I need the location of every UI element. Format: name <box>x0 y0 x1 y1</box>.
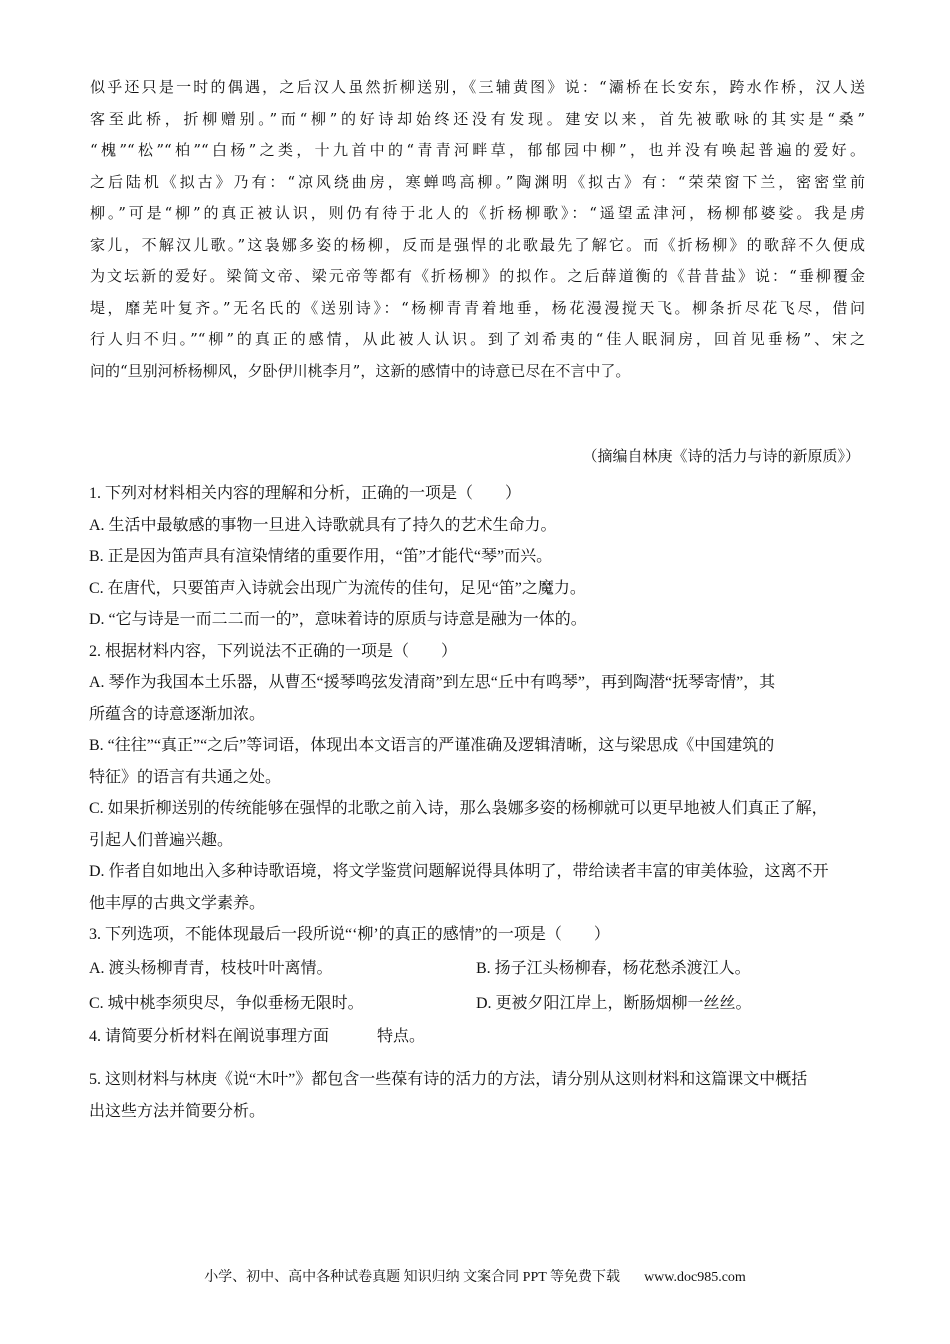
passage-line: “槐”“松”“柏”“白杨”之类，十九首中的“青青河畔草，郁郁园中柳”，也并没有唤起普遍的爱好。 <box>90 141 865 159</box>
questions-section <box>89 478 864 1127</box>
page-footer <box>0 1266 950 1286</box>
question-1-option-c: C. 在唐代，只要笛声入诗就会出现广为流传的佳句，足见“笛”之魔力。 <box>89 579 586 597</box>
question-2-option-b: B. “往往”“真正”“之后”等词语，体现出本文语言的严谨准确及逻辑清晰，这与梁思成《中国建筑的 <box>89 737 775 754</box>
question-5-cont: 出这些方法并简要分析。 <box>89 1102 266 1120</box>
question-2-option-a-cont: 所蕴含的诗意逐渐加浓。 <box>89 705 266 723</box>
passage-line: 柳。”可是“柳”的真正被认识，则仍有待于北人的《折杨柳歌》：“遥望孟津河，杨柳郁婆娑。我是虏 <box>90 204 865 222</box>
passage-line: 问的“旦别河桥杨柳风，夕卧伊川桃李月”，这新的感情中的诗意已尽在不言中了。 <box>90 361 631 380</box>
passage-line: 似乎还只是一时的偶遇，之后汉人虽然折柳送别，《三辅黄图》说：“灞桥在长安东，跨水作桥，汉人送 <box>90 78 865 96</box>
passage-line: 之后陆机《拟古》乃有：“凉风绕曲房，寒蝉鸣高柳。”陶渊明《拟古》有：“荣荣窗下兰，密密堂前 <box>90 172 865 191</box>
footer-url[interactable]: www.doc985.com <box>644 1270 746 1285</box>
passage-line: 行人归不归。”“柳”的真正的感情，从此被人认识。到了刘希夷的“佳人眠洞房，回首见垂杨”、宋之 <box>90 330 865 348</box>
footer-text: 小学、初中、高中各种试卷真题 知识归纳 文案合同 PPT 等免费下载 <box>204 1270 621 1285</box>
question-5: 5. 这则材料与林庚《说“木叶”》都包含一些葆有诗的活力的方法，请分别从这则材料和这篇课文中概括 <box>89 1071 808 1088</box>
question-3-option-b: B. 扬子江头杨柳春，杨花愁杀渡江人。 <box>476 959 751 977</box>
question-2-option-a: A. 琴作为我国本土乐器，从曹丕“援琴鸣弦发清商”到左思“丘中有鸣琴”，再到陶潜“抚琴寄情”，其 <box>89 674 776 691</box>
question-2-stem: 2. 根据材料内容，下列说法不正确的一项是（ ） <box>89 642 458 660</box>
question-1-option-d: D. “它与诗是一而二二而一的”，意味着诗的原质与诗意是融为一体的。 <box>89 611 587 628</box>
question-4: 4. 请简要分析材料在阐说事理方面 特点。 <box>89 1027 426 1045</box>
passage-line: 堤，靡芜叶复齐。”无名氏的《送别诗》：“杨柳青青着地垂，杨花漫漫搅天飞。柳条折尽花飞尽，借问 <box>90 298 865 317</box>
question-2-option-c-cont: 引起人们普遍兴趣。 <box>89 831 234 849</box>
question-2-option-d-cont: 他丰厚的古典文学素养。 <box>89 894 266 912</box>
question-1-option-a: A. 生活中最敏感的事物一旦进入诗歌就具有了持久的艺术生命力。 <box>89 516 557 534</box>
passage-line: 为文坛新的爱好。梁简文帝、梁元帝等都有《折杨柳》的拟作。之后薛道衡的《昔昔盐》说：“垂柳覆金 <box>90 267 865 285</box>
passage-line: 客至此桥，折柳赠别。”而“柳”的好诗却始终还没有发现。建安以来，首先被歌咏的其实是“桑” <box>90 109 865 128</box>
question-3-option-c: C. 城中桃李须臾尽，争似垂杨无限时。 <box>89 994 364 1012</box>
source-citation: （摘编自林庚《诗的活力与诗的新原质》） <box>582 447 860 465</box>
passage-line: 家儿，不解汉儿歌。”这袅娜多姿的杨柳，反而是强悍的北歌最先了解它。而《折杨柳》的歌辞不久便成 <box>90 235 865 254</box>
question-2-option-c: C. 如果折柳送别的传统能够在强悍的北歌之前入诗，那么袅娜多姿的杨柳就可以更早地被人们真正了解， <box>89 800 828 817</box>
question-3-stem: 3. 下列选项，不能体现最后一段所说“‘柳’的真正的感情”的一项是（ ） <box>89 926 610 943</box>
question-3-options-row-1 <box>89 951 864 986</box>
question-3-option-d: D. 更被夕阳江岸上，断肠烟柳一丝丝。 <box>476 994 752 1012</box>
question-1-option-b: B. 正是因为笛声具有渲染情绪的重要作用，“笛”才能代“琴”而兴。 <box>89 548 553 565</box>
passage-text <box>90 72 865 387</box>
question-3-options-row-2 <box>89 986 864 1021</box>
question-3-option-a: A. 渡头杨柳青青，枝枝叶叶离情。 <box>89 959 333 977</box>
question-2-option-b-cont: 特征》的语言有共通之处。 <box>89 768 282 786</box>
question-1-stem: 1. 下列对材料相关内容的理解和分析，正确的一项是（ ） <box>89 485 522 502</box>
question-2-option-d: D. 作者自如地出入多种诗歌语境，将文学鉴赏问题解说得具体明了，带给读者丰富的审美体验，这离不开 <box>89 863 829 880</box>
